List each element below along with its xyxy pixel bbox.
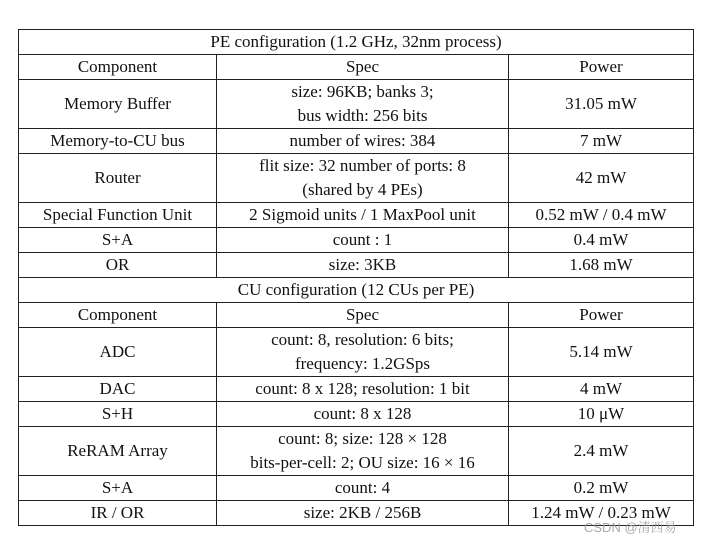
component-cell: ADC bbox=[19, 328, 217, 377]
spec-line: size: 2KB / 256B bbox=[303, 503, 422, 522]
spec-line: size: 96KB; banks 3; bbox=[291, 82, 434, 101]
spec-cell bbox=[217, 228, 509, 253]
power-cell: 42 mW bbox=[509, 154, 694, 203]
power-cell: 0.2 mW bbox=[509, 476, 694, 501]
spec-line: count: 8 x 128; resolution: 1 bit bbox=[255, 379, 470, 398]
spec-line: size: 3KB bbox=[328, 255, 397, 274]
watermark: CSDN @清西易 bbox=[584, 520, 677, 535]
table-row bbox=[19, 80, 694, 129]
table-row bbox=[19, 228, 694, 253]
power-cell: 10 μW bbox=[509, 402, 694, 427]
power-cell: 2.4 mW bbox=[509, 427, 694, 476]
spec-line: 2 Sigmoid units / 1 MaxPool unit bbox=[249, 205, 476, 224]
component-cell: Special Function Unit bbox=[19, 203, 217, 228]
power-cell: 31.05 mW bbox=[509, 80, 694, 129]
table-row bbox=[19, 377, 694, 402]
column-header-row bbox=[19, 303, 694, 328]
spec-line: (shared by 4 PEs) bbox=[302, 180, 423, 199]
spec-line: frequency: 1.2GSps bbox=[294, 354, 431, 373]
component-cell: Memory-to-CU bus bbox=[19, 129, 217, 154]
component-cell: S+A bbox=[19, 476, 217, 501]
spec-cell bbox=[217, 203, 509, 228]
power-cell: 1.24 mW / 0.23 mW bbox=[509, 501, 694, 526]
power-cell: 5.14 mW bbox=[509, 328, 694, 377]
column-header: Spec bbox=[217, 55, 509, 80]
power-cell: 0.52 mW / 0.4 mW bbox=[509, 203, 694, 228]
spec-cell bbox=[217, 328, 509, 377]
component-cell: Router bbox=[19, 154, 217, 203]
spec-cell bbox=[217, 154, 509, 203]
column-header-row bbox=[19, 55, 694, 80]
spec-cell bbox=[217, 427, 509, 476]
spec-line: bits-per-cell: 2; OU size: 16 × 16 bbox=[250, 453, 475, 472]
spec-line: flit size: 32 number of ports: 8 bbox=[259, 156, 466, 175]
spec-cell bbox=[217, 377, 509, 402]
power-cell: 7 mW bbox=[509, 129, 694, 154]
table-row bbox=[19, 328, 694, 377]
component-cell: OR bbox=[19, 253, 217, 278]
component-cell: S+A bbox=[19, 228, 217, 253]
table-row bbox=[19, 129, 694, 154]
power-cell: 4 mW bbox=[509, 377, 694, 402]
spec-cell bbox=[217, 402, 509, 427]
component-cell: Memory Buffer bbox=[19, 80, 217, 129]
component-cell: IR / OR bbox=[19, 501, 217, 526]
component-cell: DAC bbox=[19, 377, 217, 402]
section-title: CU configuration (12 CUs per PE) bbox=[19, 278, 694, 303]
spec-line: count: 8, resolution: 6 bits; bbox=[271, 330, 454, 349]
spec-cell bbox=[217, 80, 509, 129]
column-header: Component bbox=[19, 55, 217, 80]
spec-line: count: 8 x 128 bbox=[313, 404, 412, 423]
column-header: Power bbox=[509, 303, 694, 328]
spec-line: bus width: 256 bits bbox=[297, 106, 428, 125]
column-header: Power bbox=[509, 55, 694, 80]
section-title-row bbox=[19, 30, 694, 55]
column-header: Component bbox=[19, 303, 217, 328]
spec-line: count: 8; size: 128 × 128 bbox=[278, 429, 447, 448]
component-cell: ReRAM Array bbox=[19, 427, 217, 476]
spec-cell bbox=[217, 129, 509, 154]
table-row bbox=[19, 427, 694, 476]
table-body bbox=[19, 30, 694, 526]
table-row bbox=[19, 476, 694, 501]
spec-line: count: 4 bbox=[334, 478, 391, 497]
table-row bbox=[19, 154, 694, 203]
table-row bbox=[19, 402, 694, 427]
power-cell: 1.68 mW bbox=[509, 253, 694, 278]
section-title: PE configuration (1.2 GHz, 32nm process) bbox=[19, 30, 694, 55]
spec-cell bbox=[217, 501, 509, 526]
section-title-row bbox=[19, 278, 694, 303]
spec-line: count : 1 bbox=[332, 230, 393, 249]
column-header: Spec bbox=[217, 303, 509, 328]
table-row bbox=[19, 203, 694, 228]
component-cell: S+H bbox=[19, 402, 217, 427]
spec-cell bbox=[217, 476, 509, 501]
spec-cell bbox=[217, 253, 509, 278]
spec-line: number of wires: 384 bbox=[289, 131, 436, 150]
power-cell: 0.4 mW bbox=[509, 228, 694, 253]
table-row bbox=[19, 253, 694, 278]
configuration-table bbox=[18, 29, 694, 526]
